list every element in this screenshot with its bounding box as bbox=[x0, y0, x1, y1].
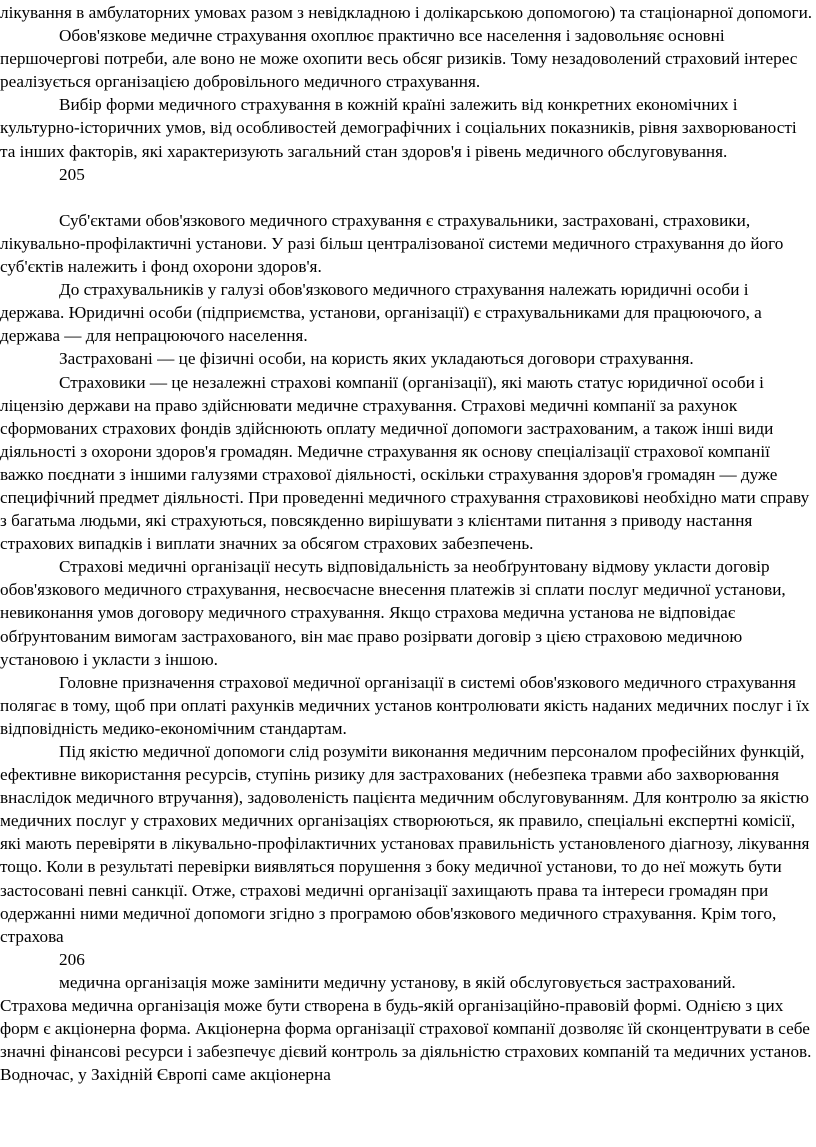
paragraph-middle-7: Під якістю медичної допомоги слід розуміти виконання медичним персоналом професійних функцій, ефективне використання ресурсів, ступінь ризику для застрахованих (небезпека травми або захворювання внаслідок медичного втручання), задоволеність пацієнта медичним обслуговуванням. Для контролю за якістю медичних послуг у страхових медичних організаціях створюються, як правило, спеціальні експертні комісії, які мають перевіряти в лікувально-профілактичних установах правильність установленого діагнозу, лікування тощо. Коли в результаті перевірки виявляться порушення з боку медичної установи, то до неї можуть бути застосовані певні санкції. Отже, страхові медичні організації захищають права та інтереси громадян при одержанні ними медичної допомоги згідно з програмою обов'язкового медичного страхування. Крім того, страхова bbox=[0, 742, 810, 946]
paragraph-top-3: Вибір форми медичного страхування в кожній країні залежить від конкретних економічних і культурно-історичних умов, від особливостей демографічних і соціальних показників, рівня захворюваності та інших факторів, які характеризують загальний стан здоров'я і рівень медичного обслуговування. bbox=[0, 95, 797, 161]
paragraph-middle-2: До страхувальників у галузі обов'язкового медичного страхування належать юридичні особи і держава. Юридичні особи (підприємства, установи, організації) є страхувальниками для працюючого, а держава — для непрацюючого населення. bbox=[0, 280, 762, 346]
paragraph-top-1: лікування в амбулаторних умовах разом з невідкладною і долікарською допомогою) та стаціонарної допомоги. bbox=[0, 3, 813, 22]
page-number: 206 bbox=[59, 949, 85, 969]
blank-line bbox=[0, 186, 816, 209]
page-number: 205 bbox=[59, 164, 85, 184]
paragraph-middle-3: Застраховані — це фізичні особи, на користь яких укладаються договори страхування. bbox=[59, 349, 694, 369]
paragraph-last: Страхова медична організація може бути створена в будь-якій організаційно-правовій формі. Однією з цих форм є акціонерна форма. Акціонерна форма організації страхової компанії дозволяє їй сконцентрувати в себе значні фінансові ресурси і забезпечує дієвий контроль за діяльністю страхових компаній та медичних установ. Водночас, у Західній Європі саме акціонерна bbox=[0, 996, 812, 1085]
paragraph-middle-1: Суб'єктами обов'язкового медичного страхування є страхувальники, застраховані, страховики, лікувально-профілактичні установи. У разі більш централізованої системи медичного страхування до його суб'єктів належить і фонд охорони здоров'я. bbox=[0, 210, 784, 277]
paragraph-top-2: Обов'язкове медичне страхування охоплює практично все населення і задовольняє основні першочергові потреби, але воно не може охопити весь обсяг ризиків. Тому незадоволений страховий інтерес реалізується організацією добровільного медичного страхування. bbox=[0, 26, 798, 92]
paragraph-middle-6: Головне призначення страхової медичної організації в системі обов'язкового медичного страхування полягає в тому, щоб при оплаті рахунків медичних установ контролювати якість наданих медичних послуг і їх відповідність медико-економічним стандартам. bbox=[0, 672, 810, 738]
paragraph-continued: медична організація може замінити медичну установу, в якій обслуговується застрахований. bbox=[59, 972, 736, 992]
paragraph-middle-5: Страхові медичні організації несуть відповідальність за необґрунтовану відмову укласти договір обов'язкового медичного страхування, несвоєчасне внесення платежів зі сплати послуг медичної установи, невиконання умов договору медичного страхування. Якщо страхова медична установа не відповідає обґрунтованим вимогам застрахованого, він має право розірвати договір з цією страховою медичною установою і укласти з іншою. bbox=[0, 557, 786, 669]
paragraph-middle-4: Страховики — це незалежні страхові компанії (організації), які мають статус юридичної особи і ліцензію держави на право здійснювати медичне страхування. Страхові медичні компанії за рахунок сформованих страхових фондів здійснюють оплату медичної допомоги застрахованим, а також інші види діяльності з охорони здоров'я громадян. Медичне страхування як основу спеціалізації страхової компанії важко поєднати з іншими галузями страхової діяльності, оскільки страхування здоров'я громадян — дуже специфічний предмет діяльності. При проведенні медичного страхування страховикові необхідно мати справу з багатьма людьми, які страхуються, повсякденно вирішувати з клієнтами питання з приводу настання страхових випадків і виплати значних за обсягом страхових забезпечень. bbox=[0, 372, 810, 554]
